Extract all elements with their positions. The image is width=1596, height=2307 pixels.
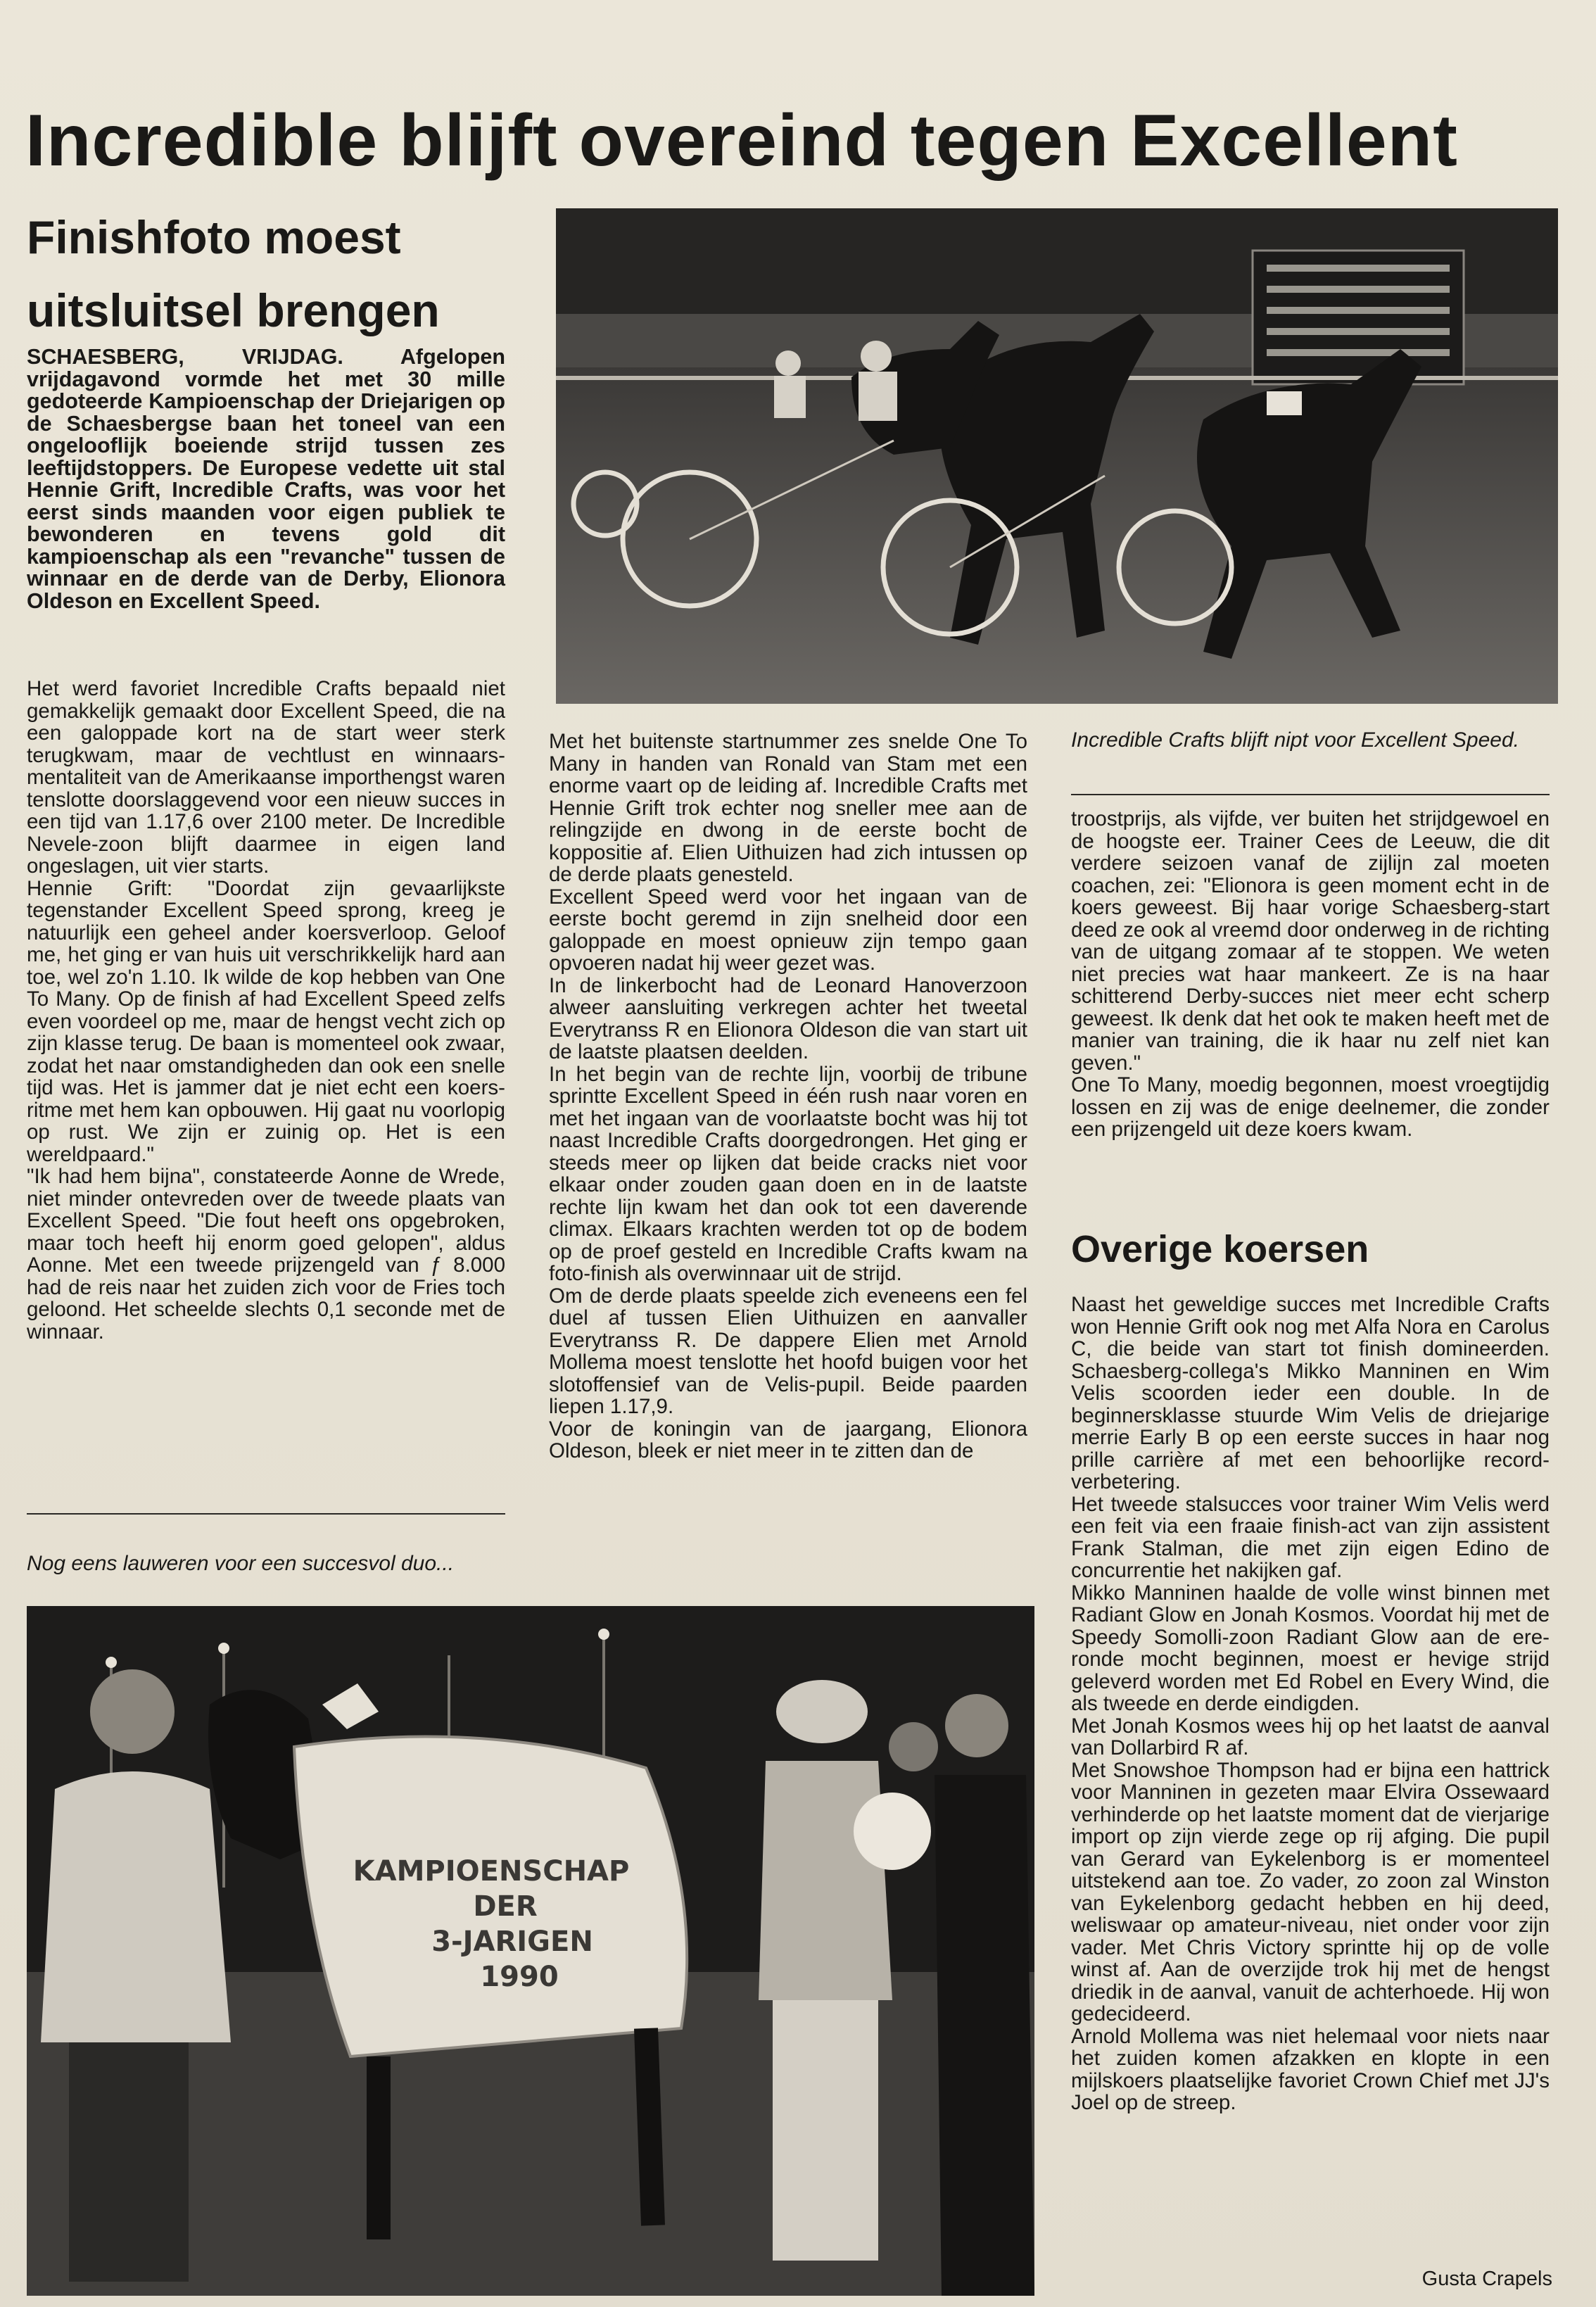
winner-photo <box>27 1606 1034 2296</box>
paragraph: In de linkerbocht had de Leonard Hanoverzoon alweer aansluiting verkregen achter het tweetal Everytranss R en Elionora Oldeson die van start uit de laatste plaatsen deelden. <box>549 973 1027 1063</box>
paragraph: Met Jonah Kosmos wees hij op het laatst de aanval van Dollarbird R af. <box>1071 1714 1550 1759</box>
headline: Incredible blijft overeind tegen Excellent <box>25 100 1458 182</box>
paragraph: Naast het geweldige succes met Incredible Crafts won Hennie Grift ook nog met Alfa Nora en Carolus C, die beide van start tot finish domineerden. Schaesberg-collega's Mikko Manninen en Wim Velis scoorden ieder een double. In de beginnersklasse stuurde Wim Velis de driejarige merrie Early B op een eerste succes in haar nog prille carrière af met een behoorlijke record-verbetering. <box>1071 1293 1550 1493</box>
photo-caption-winner: Nog eens lauweren voor een succesvol duo... <box>27 1552 455 1575</box>
article-column-3-continued <box>1071 1294 1550 2114</box>
caption-rule <box>1071 794 1550 795</box>
paragraph: One To Many, moedig begonnen, moest vroegtijdig lossen en zij was de enige deelnemer, die zonder een prijzengeld uit deze koers kwam. <box>1071 1073 1550 1141</box>
blanket-text-1: KAMPIOENSCHAP <box>353 1855 630 1888</box>
article-column-2 <box>549 731 1027 1462</box>
paragraph: troostprijs, als vijfde, ver buiten het strijdgewoel en de hoogste eer. Trainer Cees de Leeuw, die dit verdere seizoen vanaf de zijlijn zal moeten coachen, zei: "Elionora is geen moment echt in de koers geweest. Bij haar vorige Schaesberg-start deed ze ook al vreemd door onderweg in de richting van de uitgang zomaar af te stoppen. We weten niet precies wat haar mankeert. Ze is na haar schitterend Derby-succes niet meer echt scherp geweest. Ik denk dat het ook te maken heeft met de manier van training, die ik haar nu zelf niet kan geven." <box>1071 807 1550 1075</box>
paragraph: Voor de koningin van de jaargang, Elionora Oldeson, bleek er niet meer in te zitten dan de <box>549 1417 1027 1462</box>
paragraph: Hennie Grift: "Doordat zijn gevaarlijkste tegenstander Excellent Speed sprong, kreeg je natuurlijk een geheel ander koersverloop. Geloof me, het ging er van huis uit verschrikkelijk hard aan toe, wel zo'n 1.10. Ik wilde de kop hebben van One To Many. Op de finish af had Excellent Speed zelfs even voordeel op me, maar de hengst vecht zich op zijn klasse terug. De baan is momenteel ook zwaar, zodat het naar omstandigheden dan ook een snelle tijd was. Het is jammer dat je niet echt een koers-ritme met hem kan opbouwen. Hij gaat nu voorlopig op rust. We zijn er zuinig op. Het is een wereldpaard." <box>27 876 505 1166</box>
paragraph: "Ik had hem bijna", constateerde Aonne de Wrede, niet minder ontevreden over de tweede plaats van Excellent Speed. "Die fout heeft ons opgebroken, maar toch heeft hij enorm goed gelopen", aldus Aonne. Met een tweede prijzengeld van ƒ 8.000 had de reis naar het zuiden zich voor de Fries toch geloond. Het scheelde slechts 0,1 seconde met de winnaar. <box>27 1165 505 1344</box>
blanket-text-2: DER <box>473 1890 538 1923</box>
blanket-text-3: 3-JARIGEN <box>431 1926 593 1958</box>
paragraph: Met Snowshoe Thompson had er bijna een hattrick voor Manninen in gezeten maar Elvira Ossewaard verhinderde op het laatste moment dat de vierjarige import op zijn vierde zege op rij afging. Die pupil van Gerard van Eykelenborg is er momenteel uitstekend aan toe. Zo vader, zo zoon zal Winston van Eykelenborg gedacht hebben en hij deed, weliswaar op amateur-niveau, niet onder voor zijn vader. Met Chris Victory sprintte hij op de volle winst af. Aan de overzijde trok hij met de hengst driedik in de aanval, vanuit de achterhoede. Hij won gedecideerd. <box>1071 1758 1550 2025</box>
race-photo <box>556 208 1558 704</box>
byline: Gusta Crapels <box>1421 2268 1552 2290</box>
subheadline: Finishfoto moest uitsluitsel brengen <box>27 211 440 336</box>
section-title: Overige koersen <box>1071 1228 1369 1270</box>
paragraph: Het werd favoriet Incredible Crafts bepaald niet gemakkelijk gemaakt door Excellent Speed, die na een galoppade kort na de start weer sterk terugkwam, maar de vechtlust en winnaars-mentaliteit van de Amerikaanse importhengst waren tenslotte doorslaggevend voor een nieuw succes in een tijd van 1.17,6 over 2100 meter. De Incredible Nevele-zoon blijft daarmee in eigen land ongeslagen, uit vier starts. <box>27 677 505 878</box>
blanket-text-4: 1990 <box>480 1961 559 1993</box>
paragraph: Arnold Mollema was niet helemaal voor niets naar het zuiden komen afzakken en klopte in een mijlskoers plaatselijke favoriet Crown Chief met JJ's Joel op de streep. <box>1071 2024 1550 2114</box>
paragraph: Het tweede stalsucces voor trainer Wim Velis werd een feit via een fraaie finish-act van zijn assistent Frank Stalman, die met zijn eigen Edino de concurrentie het nakijken gaf. <box>1071 1492 1550 1582</box>
caption-rule <box>27 1513 505 1515</box>
article-column-3 <box>1071 808 1550 1141</box>
paragraph: In het begin van de rechte lijn, voorbij de tribune sprintte Excellent Speed in één rush naar voren en met het ingaan van de voorlaatste bocht was hij tot naast Incredible Crafts doorgedrongen. Het ging er steeds meer op lijken dat beide cracks niet voor elkaar onder zouden gaan doen en in de laatste rechte lijn kwam het dan ook tot een daverende climax. Elkaars krachten werden tot op de bodem op de proef gesteld en Incredible Crafts kwam na foto-finish als overwinnaar uit de strijd. <box>549 1062 1027 1285</box>
article-column-1 <box>27 678 505 1343</box>
paragraph: Mikko Manninen haalde de volle winst binnen met Radiant Glow en Jonah Kosmos. Voordat hij met de Speedy Somolli-zoon Radiant Glow aan de ere-ronde mocht beginnen, moest er hevige strijd geleverd worden met Ed Robel en Every Wind, die als tweede en derde eindigden. <box>1071 1581 1550 1715</box>
paragraph: Excellent Speed werd voor het ingaan van de eerste bocht geremd in zijn snelheid door een galoppade en moest opnieuw zijn tempo gaan opvoeren nadat hij weer gezet was. <box>549 885 1027 975</box>
paragraph: Met het buitenste startnummer zes snelde One To Many in handen van Ronald van Stam met een enorme vaart op de leiding af. Incredible Crafts met Hennie Grift trok echter nog sneller mee aan de relingzijde en dwong in de eerste bocht de koppositie af. Elien Uithuizen had zich intussen op de derde plaats genesteld. <box>549 730 1027 886</box>
lead-paragraph: SCHAESBERG, VRIJDAG. Afgelopen vrijdagavond vormde het met 30 mille gedoteerde Kampioenschap der Driejarigen op de Schaesbergse baan het toneel van een ongelooflijk boeiende strijd tussen zes leeftijdstoppers. De Europese vedette uit stal Hennie Grift, Incredible Crafts, was voor het eerst sinds maanden voor eigen publiek te bewonderen en tevens gold dit kampioenschap als een "revanche" tussen de winnaar en de derde van de Derby, Elionora Oldeson en Excellent Speed. <box>27 345 505 613</box>
photo-caption-race: Incredible Crafts blijft nipt voor Excellent Speed. <box>1071 728 1519 752</box>
paragraph: Om de derde plaats speelde zich eveneens een fel duel af tussen Elien Uithuizen en aanvaller Everytranss R. De dappere Elien met Arnold Mollema moest tenslotte het hoofd buigen voor het slotoffensief van de Velis-pupil. Beide paarden liepen 1.17,9. <box>549 1284 1027 1418</box>
